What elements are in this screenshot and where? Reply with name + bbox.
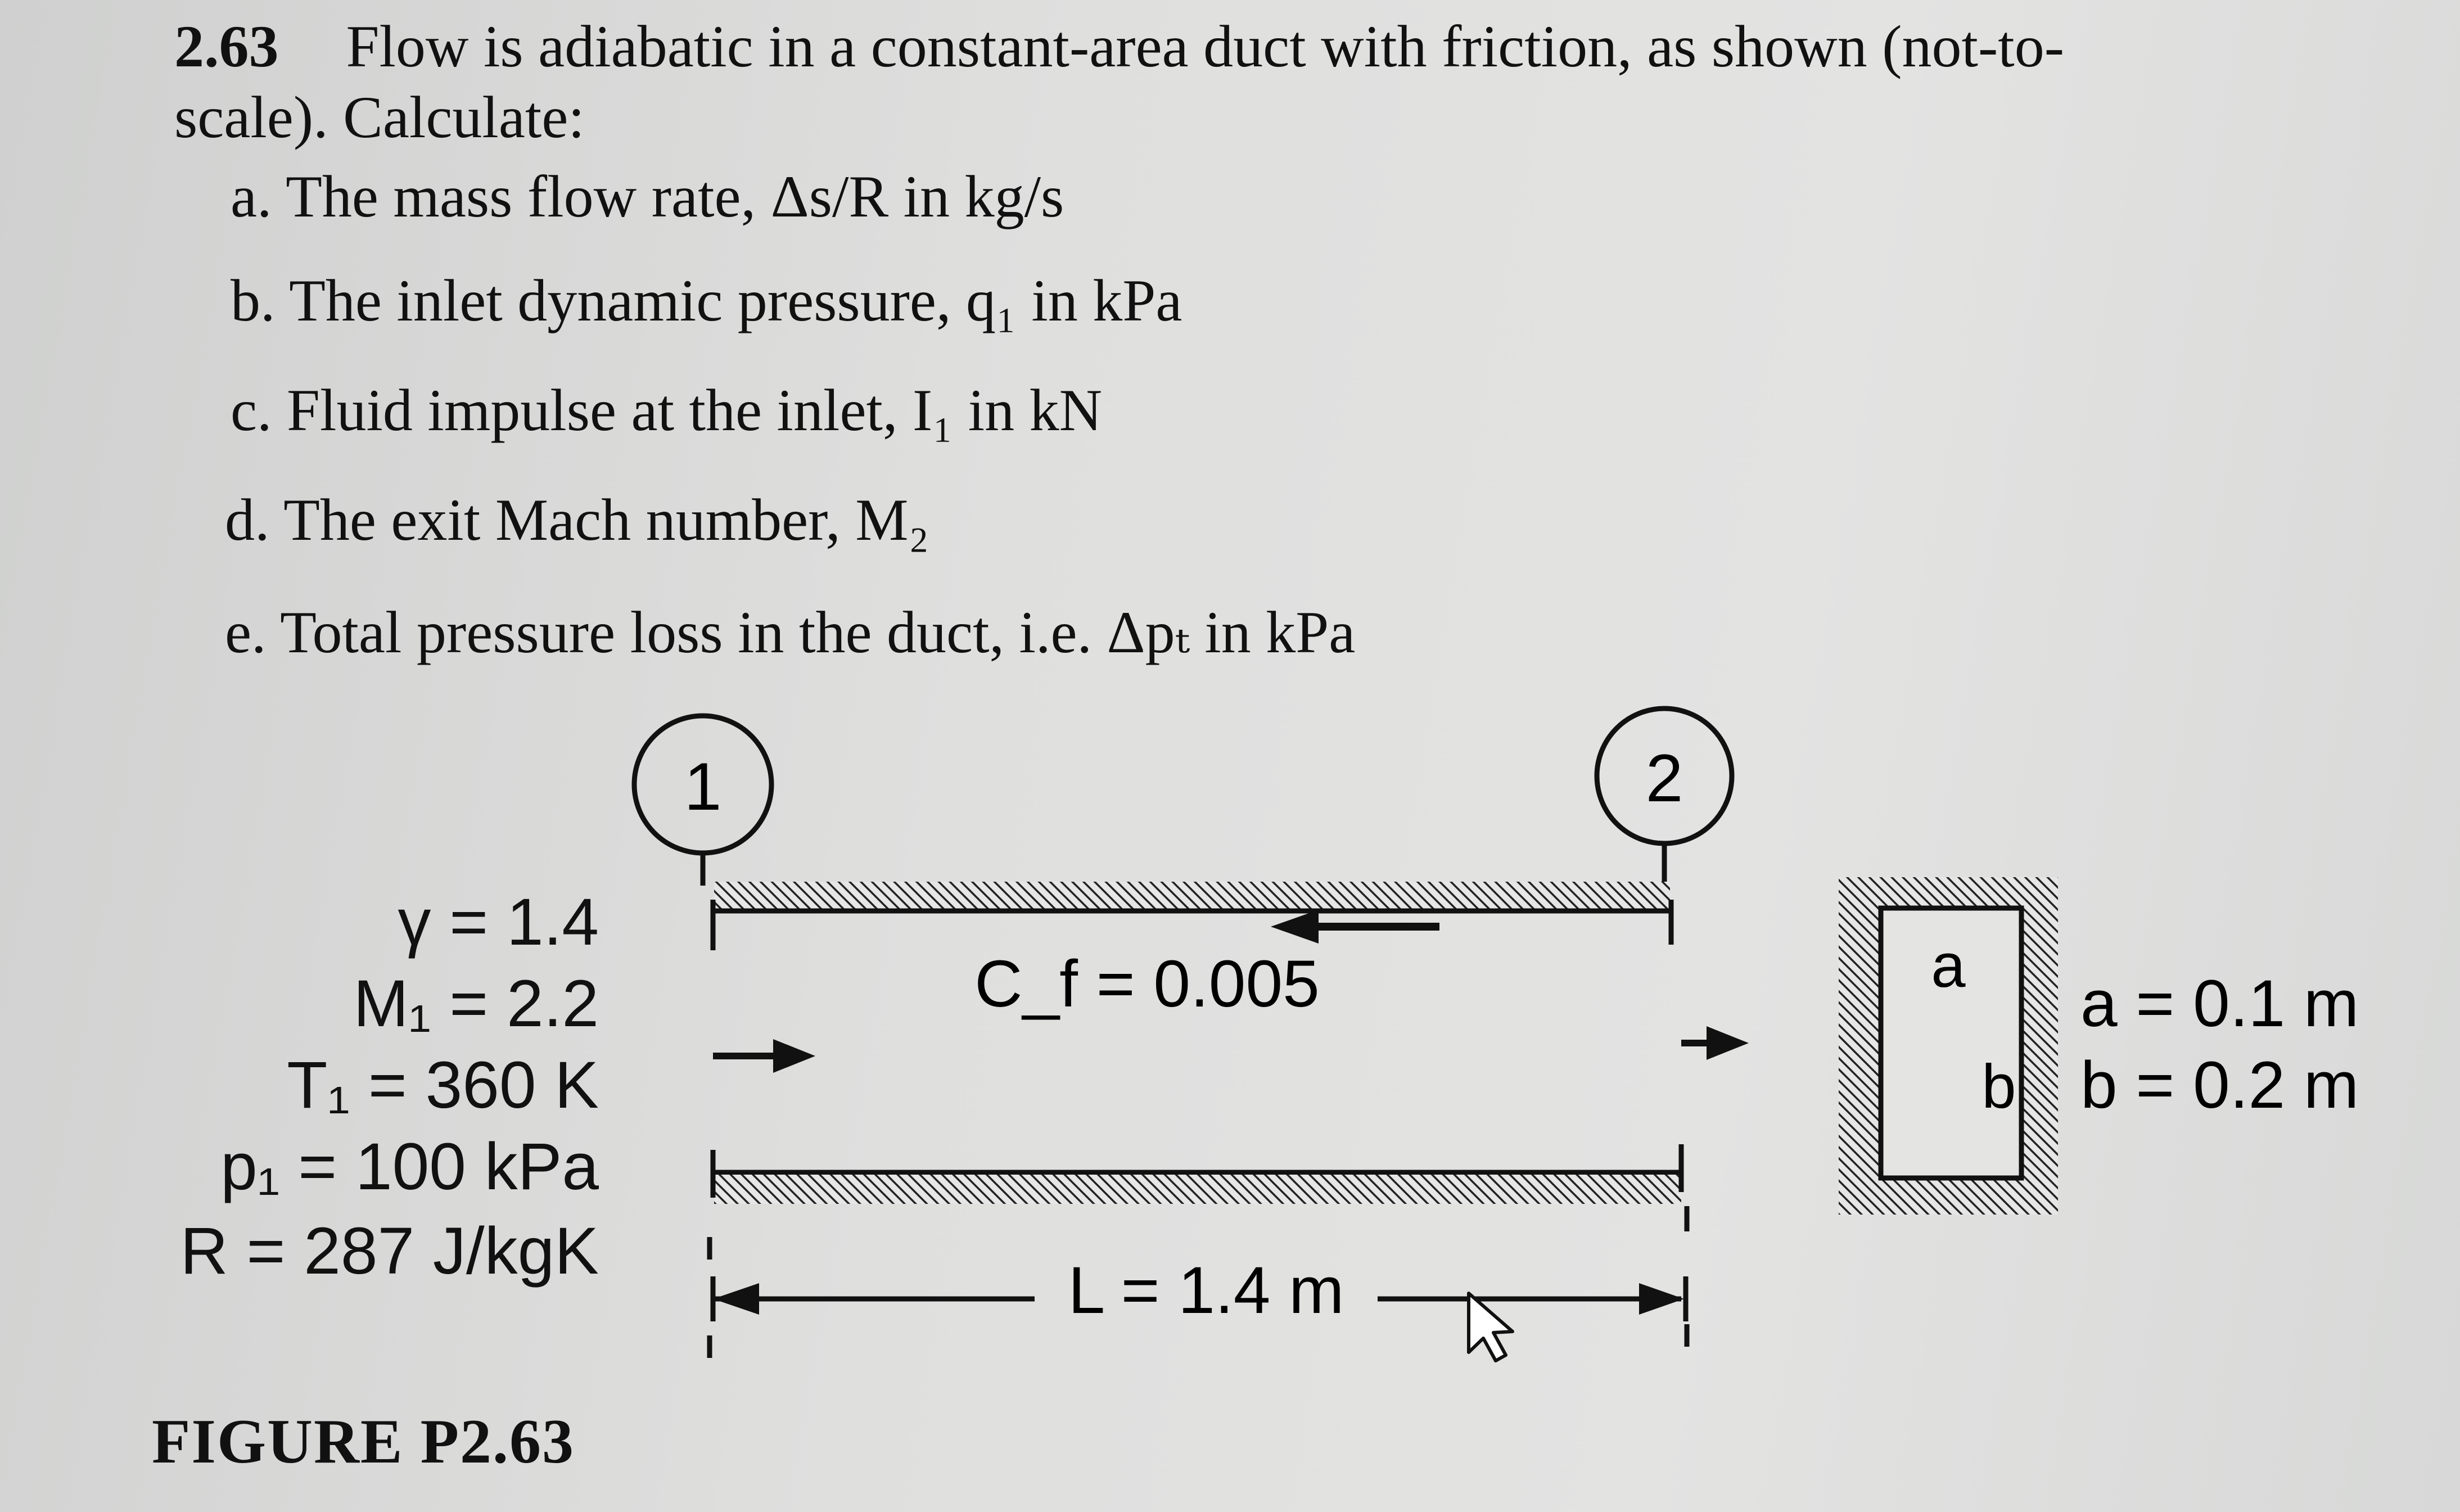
given-gamma: γ = 1.4 bbox=[398, 885, 599, 959]
station-1-label: 1 bbox=[684, 749, 722, 824]
cross-section-label-b: b bbox=[1981, 1052, 2016, 1121]
given-press1: p₁ = 100 kPa bbox=[220, 1130, 599, 1204]
question-d: d. The exit Mach number, M₂ bbox=[225, 487, 929, 553]
question-b: b. The inlet dynamic pressure, q₁ in kPa bbox=[231, 268, 1182, 333]
question-c: c. Fluid impulse at the inlet, I₁ in kN bbox=[231, 377, 1103, 443]
question-a: a. The mass flow rate, Δs/R in kg/s bbox=[231, 164, 1064, 229]
problem-number: 2.63 bbox=[174, 13, 279, 79]
given-mach1: M₁ = 2.2 bbox=[353, 967, 599, 1041]
dimension-a-value: a = 0.1 m bbox=[2080, 967, 2359, 1041]
figure-caption: FIGURE P2.63 bbox=[152, 1407, 575, 1477]
statement-line-1: Flow is adiabatic in a constant-area duct with friction, as shown (not-to- bbox=[346, 13, 2065, 79]
friction-coefficient-label: C_f = 0.005 bbox=[974, 947, 1320, 1021]
length-dimension bbox=[713, 1253, 1686, 1328]
mouse-pointer-icon bbox=[1469, 1293, 1513, 1361]
cross-section-diagram bbox=[1839, 877, 2359, 1215]
station-2-marker bbox=[1597, 708, 1732, 886]
length-label: L = 1.4 m bbox=[1068, 1253, 1344, 1328]
friction-arrow bbox=[1271, 910, 1439, 944]
given-gas-constant: R = 287 J/kgK bbox=[180, 1214, 599, 1288]
question-e: e. Total pressure loss in the duct, i.e. Δpₜ in kPa bbox=[225, 599, 1356, 665]
statement-line-2: scale). Calculate: bbox=[174, 84, 585, 150]
cross-section-label-a: a bbox=[1931, 931, 1966, 1000]
inlet-flow-arrow bbox=[713, 1039, 815, 1073]
dimension-b-value: b = 0.2 m bbox=[2080, 1048, 2359, 1122]
upper-wall bbox=[713, 882, 1671, 950]
exit-flow-arrow bbox=[1681, 1026, 1749, 1060]
station-1-marker bbox=[634, 716, 771, 886]
given-temp1: T₁ = 360 K bbox=[287, 1048, 599, 1122]
station-2-label: 2 bbox=[1645, 741, 1683, 816]
